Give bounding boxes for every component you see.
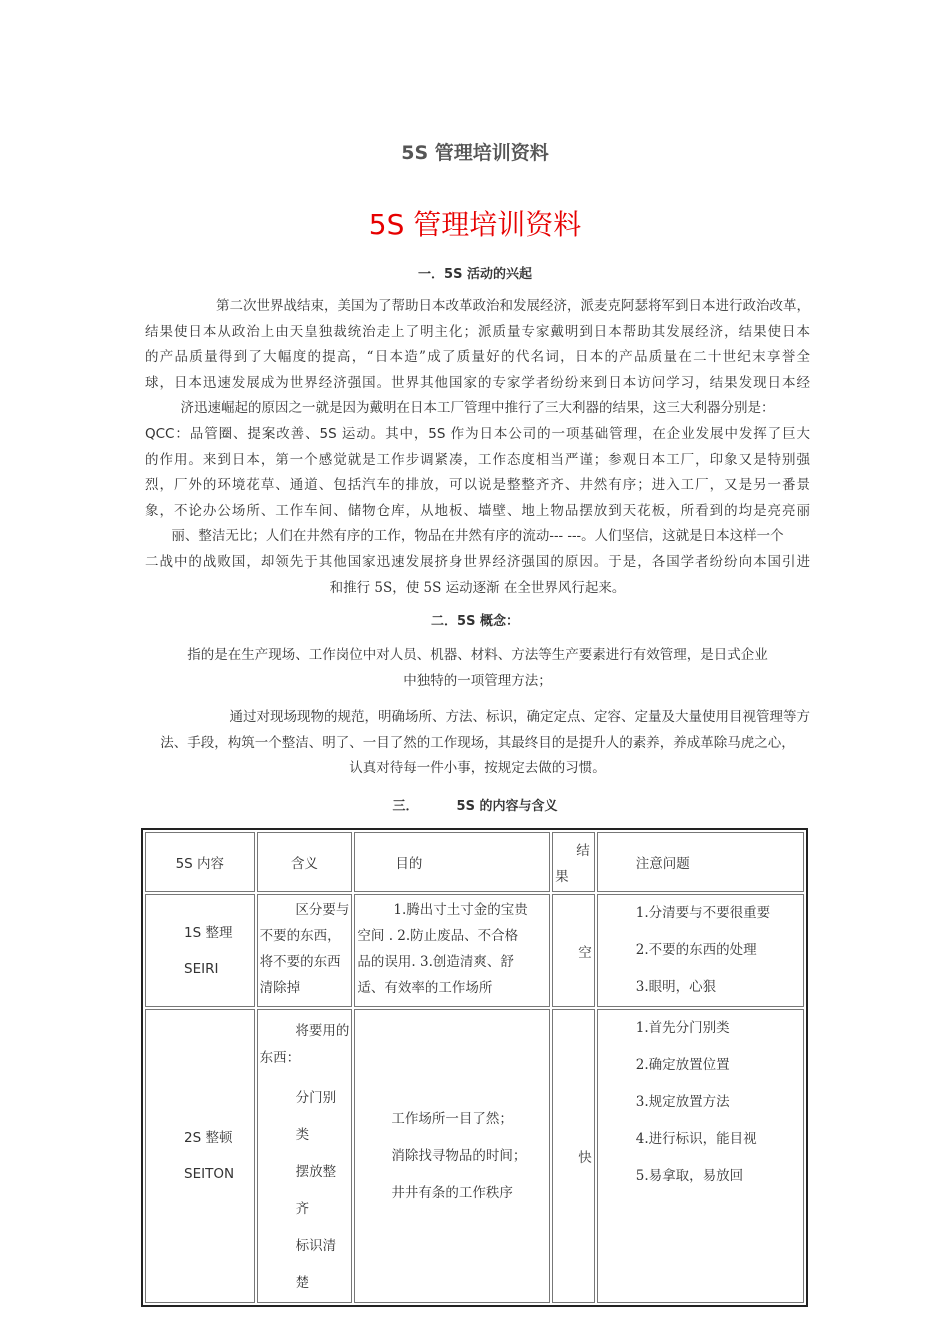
cell-text: 工作场所一目了然； — [391, 1110, 513, 1127]
table-row — [145, 894, 804, 1007]
cell-text: 适、有效率的工作场所 — [357, 980, 493, 996]
text-line: 通过对现场现物的规范，明确场所、方法、标识，确定定点、定容、定量及大量使用目视管理等方 — [229, 709, 810, 725]
row-name: 1S 整理 — [184, 924, 233, 941]
section-3-title: 5S 的内容与含义 — [456, 799, 558, 814]
header-cell-text: 结 — [576, 843, 590, 859]
section-1-heading: 一．5S 活动的兴起 — [418, 267, 532, 282]
cell-text: 2.确定放置位置 — [635, 1057, 730, 1073]
cell-text: 将不要的东西 — [259, 954, 341, 970]
5s-content-table — [141, 828, 808, 1307]
cell-text: 2.不要的东西的处理 — [635, 942, 757, 958]
table-cell — [145, 1009, 255, 1303]
table-cell: 空 — [552, 894, 595, 1007]
cell-text: 不要的东西， — [259, 928, 341, 944]
cell-text: 分门别类 — [295, 1090, 337, 1143]
text-line: 烈，厂外的环境花草、通道、包括汽车的排放，可以说是整整齐齐、井然有序；进入工厂，又是另一番景 — [145, 477, 810, 494]
table-cell — [354, 1009, 550, 1303]
table-cell — [597, 1009, 804, 1303]
page-title: 5S 管理培训资料 — [401, 142, 549, 164]
document-title: 5S 管理培训资料 — [368, 208, 582, 241]
table-cell — [145, 894, 255, 1007]
text-line: 的产品质量得到了大幅度的提高，“日本造”成了质量好的代名词，日本的产品质量在二十世纪末享誉全 — [145, 349, 810, 366]
text-line: QCC：品管圈、提案改善、5S 运动。其中，5S 作为日本公司的一项基础管理，在企业发展中发挥了巨大 — [145, 425, 810, 442]
cell-text: 区分要与 — [295, 902, 350, 918]
cell-text: 4.进行标识，能目视 — [635, 1131, 757, 1147]
text-line: 济迅速崛起的原因之一就是因为戴明在日本工厂管理中推行了三大利器的结果，这三大利器分别是： — [180, 400, 775, 417]
text-line: 中独特的一项管理方法； — [403, 672, 552, 689]
section-1-paragraph — [145, 294, 810, 601]
table-cell — [257, 1009, 353, 1303]
cell-text: 品的误用. 3.创造清爽、舒 — [357, 954, 514, 970]
text-line: 球，日本迅速发展成为世界经济强国。世界其他国家的专家学者纷纷来到日本访问学习，结果发现日本经 — [145, 374, 810, 391]
cell-text: 标识清楚 — [295, 1238, 337, 1291]
section-2-paragraph-2 — [145, 705, 810, 782]
cell-text: 摆放整齐 — [295, 1164, 337, 1217]
cell-text: 1.腾出寸土寸金的宝贵 — [393, 902, 528, 918]
table-cell — [354, 894, 550, 1007]
cell-text: 井井有条的工作秩序 — [391, 1184, 513, 1201]
table-row — [145, 1009, 804, 1303]
cell-text: 将要用的 — [295, 1023, 350, 1039]
row-name: 2S 整顿 — [184, 1130, 233, 1146]
row-code: SEIRI — [184, 960, 219, 977]
cell-text: 3.规定放置方法 — [635, 1094, 730, 1110]
header-cell: 含义 — [257, 832, 353, 892]
cell-text: 东西： — [259, 1050, 301, 1066]
header-cell: 注意问题 — [597, 832, 804, 892]
table-cell: 快 — [552, 1009, 595, 1303]
text-line: 认真对待每一件小事，按规定去做的习惯。 — [349, 760, 606, 777]
text-line: 丽、整洁无比；人们在井然有序的工作，物品在井然有序的流动--- ---。人们坚信，这就是日本这样一个 — [171, 528, 784, 545]
cell-text: 1.分清要与不要很重要 — [635, 905, 771, 921]
table-header-row — [145, 832, 804, 892]
text-line: 指的是在生产现场、工作岗位中对人员、机器、材料、方法等生产要素进行有效管理，是日式企业 — [187, 647, 768, 663]
section-3-heading — [0, 795, 950, 814]
text-line: 二战中的战败国，却领先于其他国家迅速发展挤身世界经济强国的原因。于是，各国学者纷纷向本国引进 — [145, 553, 810, 570]
cell-text: 1.首先分门别类 — [635, 1020, 730, 1036]
header-cell-text: 果 — [555, 869, 569, 885]
cell-text: 清除掉 — [259, 980, 301, 996]
header-cell — [552, 832, 595, 892]
text-line: 的作用。来到日本，第一个感觉就是工作步调紧凑，工作态度相当严谨；参观日本工厂，印象又是特别强 — [145, 451, 810, 468]
cell-text: 3.眼明，心狠 — [635, 979, 717, 995]
section-2-heading: 二．5S 概念： — [431, 614, 519, 629]
table-cell — [257, 894, 353, 1007]
cell-text: 消除找寻物品的时间； — [391, 1147, 527, 1164]
text-line: 法、手段，构筑一个整洁、明了、一目了然的工作现场，其最终目的是提升人的素养，养成革除马虎之心， — [160, 734, 795, 751]
section-3-number: 三． — [392, 799, 419, 814]
cell-text: 5.易拿取，易放回 — [635, 1168, 744, 1184]
section-2-paragraph-1 — [145, 643, 810, 694]
text-line: 结果使日本从政治上由天皇独裁统治走上了明主化；派质量专家戴明到日本帮助其发展经济，结果使日本 — [145, 323, 810, 340]
text-line: 象，不论办公场所、工作车间、储物仓库，从地板、墙壁、地上物品摆放到天花板，所看到的均是亮亮丽 — [145, 502, 810, 519]
header-cell: 目的 — [354, 832, 550, 892]
text-line: 第二次世界战结束，美国为了帮助日本改革政治和发展经济，派麦克阿瑟将军到日本进行政治改革， — [216, 298, 810, 314]
table-cell — [597, 894, 804, 1007]
row-code: SEITON — [184, 1166, 235, 1182]
cell-text: 空间 . 2.防止废品、不合格 — [357, 928, 519, 944]
text-line: 和推行 5S，使 5S 运动逐渐 在全世界风行起来。 — [329, 579, 626, 596]
header-cell: 5S 内容 — [145, 832, 255, 892]
